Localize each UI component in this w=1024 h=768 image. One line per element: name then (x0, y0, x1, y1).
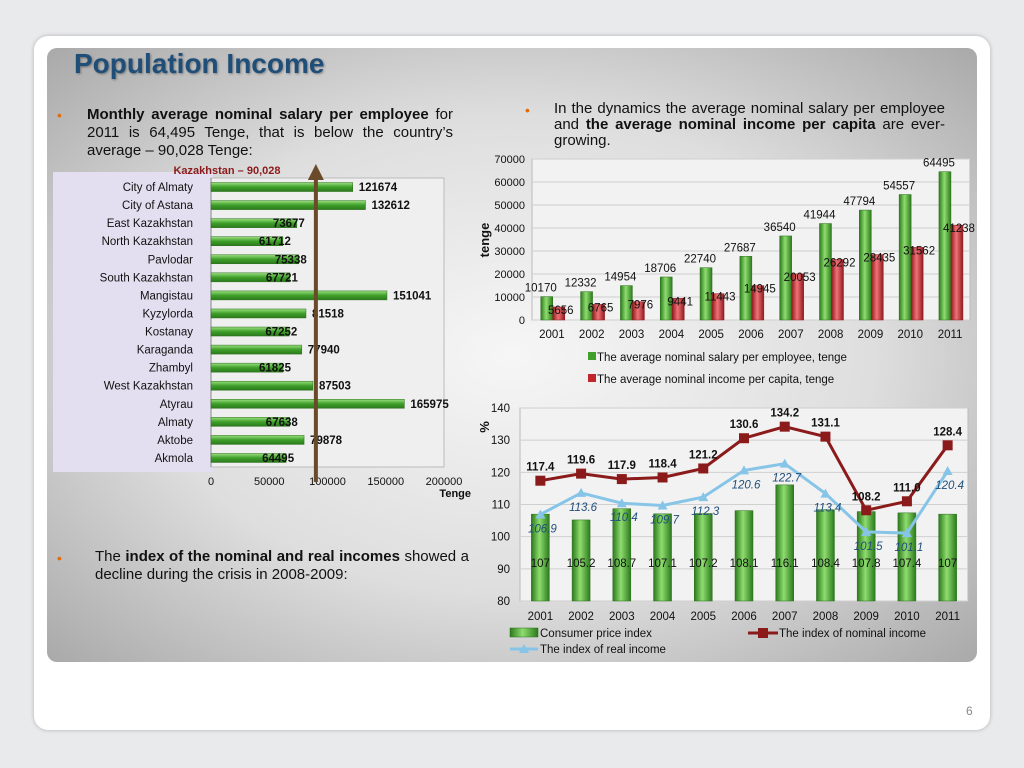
bullet-2-post: are ever-growing. (554, 116, 945, 149)
category-label: Kostanay (145, 326, 193, 339)
value-label: 73677 (272, 218, 305, 231)
nominal-income-marker (820, 432, 830, 442)
salary-value-label: 27687 (723, 242, 756, 255)
y-tick-label: 110 (491, 499, 510, 512)
x-tick-label: 2011 (935, 611, 961, 623)
x-tick-label: 2011 (937, 329, 963, 341)
legend-swatch (510, 628, 538, 637)
nominal-income-marker (739, 433, 749, 443)
x-tick-label: 2004 (649, 611, 676, 623)
income-value-label: 7976 (627, 299, 654, 312)
bullet-3-pre: The (95, 548, 126, 565)
x-tick-label: 2007 (771, 611, 798, 623)
value-label: 64495 (262, 452, 295, 465)
real-income-label: 113.6 (569, 501, 598, 514)
category-label: Karaganda (136, 344, 193, 357)
y-tick-label: 120 (490, 467, 510, 480)
y-tick-label: 20000 (494, 269, 525, 281)
y-tick-label: 90 (497, 563, 510, 576)
nominal-income-label: 131.1 (811, 417, 840, 430)
value-label: 151041 (392, 290, 432, 303)
salary-value-label: 22740 (684, 253, 717, 266)
x-tick-label: 2004 (658, 329, 685, 341)
income-value-label: 28435 (863, 252, 896, 265)
income-value-label: 26292 (823, 257, 856, 270)
nominal-income-marker (658, 472, 668, 482)
cpi-value-label: 107 (938, 558, 958, 570)
category-label: Akmola (154, 452, 193, 465)
bullet-marker-2: • (525, 102, 530, 118)
real-income-label: 109.7 (650, 514, 679, 527)
x-axis-title: Tenge (439, 488, 471, 500)
nominal-income-label: 108.2 (851, 491, 881, 504)
real-income-label: 120.6 (731, 479, 761, 492)
nominal-income-marker (902, 496, 912, 506)
real-income-label: 113.4 (813, 502, 842, 515)
x-tick-label: 50000 (253, 476, 285, 488)
y-tick-label: 0 (518, 315, 525, 327)
nominal-income-label: 118.4 (648, 458, 677, 471)
legend-label: The average nominal income per capita, tenge (597, 374, 835, 386)
cpi-value-label: 108.4 (811, 558, 840, 570)
real-income-label: 106.9 (527, 523, 557, 536)
nominal-income-label: 134.2 (770, 407, 800, 420)
category-label: City of Astana (122, 200, 193, 213)
salary-value-label: 10170 (524, 282, 557, 295)
income-value-label: 11443 (704, 291, 736, 304)
x-tick-label: 2002 (568, 611, 594, 623)
real-income-label: 120.4 (935, 480, 965, 493)
cpi-value-label: 105.2 (566, 558, 596, 570)
nominal-income-marker (861, 505, 871, 515)
cpi-value-label: 107.4 (892, 558, 922, 570)
country-average-label: Kazakhstan – 90,028 (173, 165, 281, 177)
salary-value-label: 54557 (883, 180, 916, 193)
page-title: Population Income (74, 48, 325, 79)
category-label: Atyrau (159, 398, 193, 411)
real-income-label: 122.7 (772, 472, 802, 485)
cpi-bar (776, 485, 794, 601)
category-label: Mangistau (139, 290, 193, 303)
x-tick-label: 2008 (817, 329, 844, 341)
value-label: 87503 (318, 380, 351, 393)
x-tick-label: 2007 (778, 329, 804, 341)
category-label: Pavlodar (147, 254, 193, 267)
nominal-income-label: 130.6 (729, 419, 759, 432)
x-tick-label: 2003 (618, 329, 645, 341)
value-label: 79878 (310, 434, 343, 447)
salary-value-label: 47794 (843, 196, 876, 209)
x-tick-label: 200000 (425, 476, 463, 488)
nominal-income-marker (698, 463, 708, 473)
y-tick-label: 130 (490, 435, 510, 448)
nominal-income-label: 117.9 (607, 460, 636, 473)
y-tick-label: 60000 (494, 177, 525, 189)
category-label: Zhambyl (148, 362, 193, 375)
y-tick-label: 70000 (494, 154, 525, 166)
nominal-income-label: 121.2 (688, 449, 718, 462)
nominal-income-label: 128.4 (933, 426, 963, 439)
salary-value-label: 64495 (922, 157, 955, 170)
category-label: South Kazakhstan (99, 272, 193, 285)
nominal-income-marker (535, 476, 545, 486)
x-tick-label: 100000 (309, 476, 346, 488)
bullet-3-post: showed a decline during the crisis in 2008-2009: (95, 548, 469, 583)
category-label: Almaty (157, 416, 193, 429)
cpi-value-label: 107.2 (688, 558, 718, 570)
income-value-label: 14945 (743, 283, 776, 296)
y-tick-label: 10000 (494, 292, 525, 304)
real-income-label: 101.1 (894, 542, 924, 555)
x-tick-label: 2008 (812, 611, 839, 623)
y-tick-label: 50000 (494, 200, 525, 212)
category-label: Aktobe (157, 434, 193, 447)
bullet-2-bold: the average nominal income per capita (585, 116, 876, 133)
bullet-marker-1: • (57, 107, 62, 123)
cpi-value-label: 107.1 (648, 558, 677, 570)
value-label: 61825 (259, 362, 292, 375)
nominal-income-marker (617, 474, 627, 484)
x-tick-label: 2010 (897, 329, 924, 341)
legend-label: Consumer price index (540, 628, 652, 640)
x-tick-label: 2006 (738, 329, 764, 341)
salary-value-label: 18706 (644, 262, 677, 275)
bullet-1-bold: Monthly average nominal salary per employee (87, 106, 429, 123)
income-value-label: 5656 (547, 304, 574, 317)
real-income-label: 110.4 (609, 512, 638, 525)
x-tick-label: 2009 (857, 329, 884, 341)
real-income-label: 101.5 (853, 540, 883, 553)
x-tick-label: 2006 (731, 611, 757, 623)
category-label: East Kazakhstan (106, 218, 193, 231)
x-tick-label: 2010 (894, 611, 920, 623)
income-value-label: 9441 (667, 296, 694, 309)
value-label: 61712 (258, 236, 291, 249)
value-label: 75338 (274, 254, 307, 267)
salary-value-label: 41944 (803, 209, 836, 222)
y-tick-label: 140 (490, 403, 510, 415)
cpi-value-label: 116.1 (770, 558, 799, 570)
income-value-label: 31562 (903, 245, 936, 258)
page-number: 6 (966, 704, 973, 718)
y-axis-title: tenge (477, 222, 492, 258)
bullet-3-bold: index of the nominal and real incomes (125, 548, 400, 565)
cpi-value-label: 107 (530, 558, 550, 570)
x-tick-label: 2001 (527, 611, 554, 623)
cpi-value-label: 107.8 (851, 558, 881, 570)
value-label: 81518 (311, 308, 344, 321)
y-tick-label: 30000 (494, 246, 525, 258)
nominal-income-marker (943, 440, 953, 450)
income-value-label: 41238 (942, 223, 975, 236)
cpi-bar (735, 511, 753, 601)
y-tick-label: 40000 (494, 223, 525, 235)
legend-label: The index of real income (540, 644, 666, 656)
category-label: Kyzylorda (142, 308, 193, 321)
value-label: 67638 (265, 416, 298, 429)
x-tick-label: 2002 (578, 329, 605, 341)
category-label: City of Almaty (122, 182, 193, 195)
value-label: 67721 (265, 272, 298, 285)
income-value-label: 20053 (783, 271, 816, 284)
x-tick-label: 150000 (367, 476, 405, 488)
value-label: 121674 (358, 182, 398, 195)
x-tick-label: 2005 (690, 611, 717, 623)
value-label: 67252 (265, 326, 298, 339)
legend-marker (758, 628, 768, 638)
x-tick-label: 2005 (698, 329, 724, 341)
y-tick-label: 100 (490, 531, 510, 544)
nominal-income-label: 119.6 (567, 454, 596, 467)
x-tick-label: 0 (207, 476, 215, 488)
x-tick-label: 2009 (853, 611, 879, 623)
y-tick-label: 80 (497, 596, 510, 608)
salary-value-label: 14954 (604, 271, 637, 284)
x-tick-label: 2001 (539, 329, 565, 341)
income-value-label: 6765 (587, 302, 614, 315)
nominal-income-marker (780, 422, 790, 432)
bullet-1-rest: for 2011 is 64,495 Tenge, that is below the country’s average – 90,028 Tenge: (87, 106, 453, 159)
x-tick-label: 2003 (609, 611, 635, 623)
value-label: 132612 (371, 200, 410, 213)
value-label: 77940 (307, 344, 340, 357)
y-axis-title: % (477, 421, 492, 433)
bullet-marker-3: • (57, 550, 62, 566)
cpi-bar (816, 510, 834, 601)
category-label: West Kazakhstan (103, 380, 193, 393)
nominal-income-label: 111.0 (893, 482, 921, 495)
legend-label: The average nominal salary per employee, tenge (597, 352, 847, 364)
nominal-income-label: 117.4 (526, 461, 555, 474)
bullet-2-pre: In the dynamics the average nominal salary per employee and (554, 100, 945, 133)
category-label: North Kazakhstan (101, 236, 193, 249)
salary-value-label: 12332 (564, 277, 597, 290)
real-income-label: 112.3 (691, 506, 720, 519)
legend-label: The index of nominal income (779, 628, 927, 640)
cpi-value-label: 108.1 (729, 558, 759, 570)
salary-value-label: 36540 (763, 221, 796, 234)
value-label: 165975 (410, 398, 449, 411)
cpi-value-label: 108.7 (607, 558, 637, 570)
nominal-income-marker (576, 469, 586, 479)
